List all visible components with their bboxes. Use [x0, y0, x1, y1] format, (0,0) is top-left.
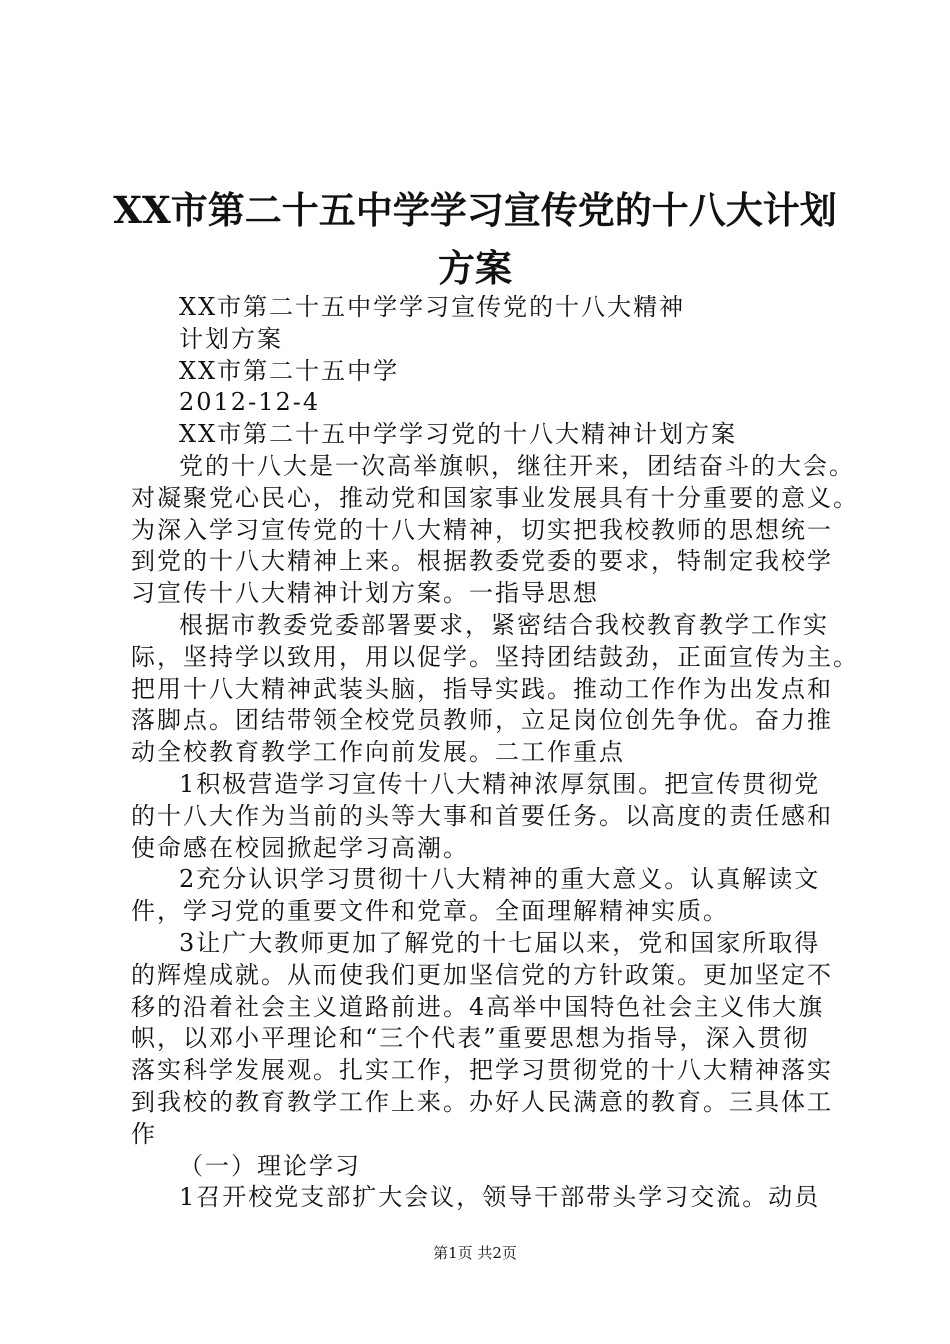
document-body	[131, 292, 859, 1214]
body-text-line: 2012-12-4	[179, 388, 321, 417]
body-text-line: 际，坚持学以致用，用以促学。坚持团结鼓劲，正面宣传为主。	[131, 642, 859, 671]
body-text-line: 把用十八大精神武装头脑，指导实践。推动工作作为出发点和	[131, 674, 833, 703]
body-text-line: 到党的十八大精神上来。根据教委党委的要求，特制定我校学	[131, 547, 833, 576]
body-text-line: 计划方案	[179, 324, 283, 353]
page-number-footer: 第1页 共2页	[433, 1244, 517, 1262]
body-text-line: 移的沿着社会主义道路前进。4高举中国特色社会主义伟大旗	[131, 992, 825, 1021]
body-text-line: 动全校教育教学工作向前发展。二工作重点	[131, 738, 625, 767]
body-text-line: 2充分认识学习贯彻十八大精神的重大意义。认真解读文	[179, 865, 821, 894]
body-text-line: 帜，以邓小平理论和“三个代表”重要思想为指导，深入贯彻	[131, 1024, 810, 1053]
body-text-line: 落实科学发展观。扎实工作，把学习贯彻党的十八大精神落实	[131, 1056, 833, 1085]
body-text-line: 党的十八大是一次高举旗帜，继往开来，团结奋斗的大会。	[179, 451, 855, 480]
body-text-line: 的十八大作为当前的头等大事和首要任务。以高度的责任感和	[131, 801, 833, 830]
document-title-line-1: XX市第二十五中学学习宣传党的十八大计划	[113, 188, 837, 232]
body-text-line: 1积极营造学习宣传十八大精神浓厚氛围。把宣传贯彻党	[179, 769, 821, 798]
body-text-line: 为深入学习宣传党的十八大精神，切实把我校教师的思想统一	[131, 515, 833, 544]
body-text-line: 习宣传十八大精神计划方案。一指导思想	[131, 579, 599, 608]
body-text-line: 的辉煌成就。从而使我们更加坚信党的方针政策。更加坚定不	[131, 960, 833, 989]
body-text-line: （一）理论学习	[179, 1151, 361, 1180]
body-text-line: 1召开校党支部扩大会议，领导干部带头学习交流。动员	[179, 1183, 821, 1212]
body-text-line: XX市第二十五中学学习宣传党的十八大精神	[179, 293, 686, 321]
document-title-line-2: 方案	[438, 246, 512, 290]
body-text-line: 使命感在校园掀起学习高潮。	[131, 833, 469, 862]
body-text-line: 作	[131, 1119, 157, 1148]
body-text-line: 根据市教委党委部署要求，紧密结合我校教育教学工作实	[179, 610, 829, 639]
body-text-line: 3让广大教师更加了解党的十七届以来，党和国家所取得	[179, 928, 821, 957]
body-text-line: 件，学习党的重要文件和党章。全面理解精神实质。	[131, 897, 729, 926]
body-text-line: 对凝聚党心民心，推动党和国家事业发展具有十分重要的意义。	[131, 483, 859, 512]
body-text-line: 落脚点。团结带领全校党员教师，立足岗位创先争优。奋力推	[131, 706, 833, 735]
body-text-line: XX市第二十五中学学习党的十八大精神计划方案	[179, 420, 738, 449]
body-text-line: 到我校的教育教学工作上来。办好人民满意的教育。三具体工	[131, 1087, 833, 1116]
body-text-line: XX市第二十五中学	[179, 356, 400, 385]
